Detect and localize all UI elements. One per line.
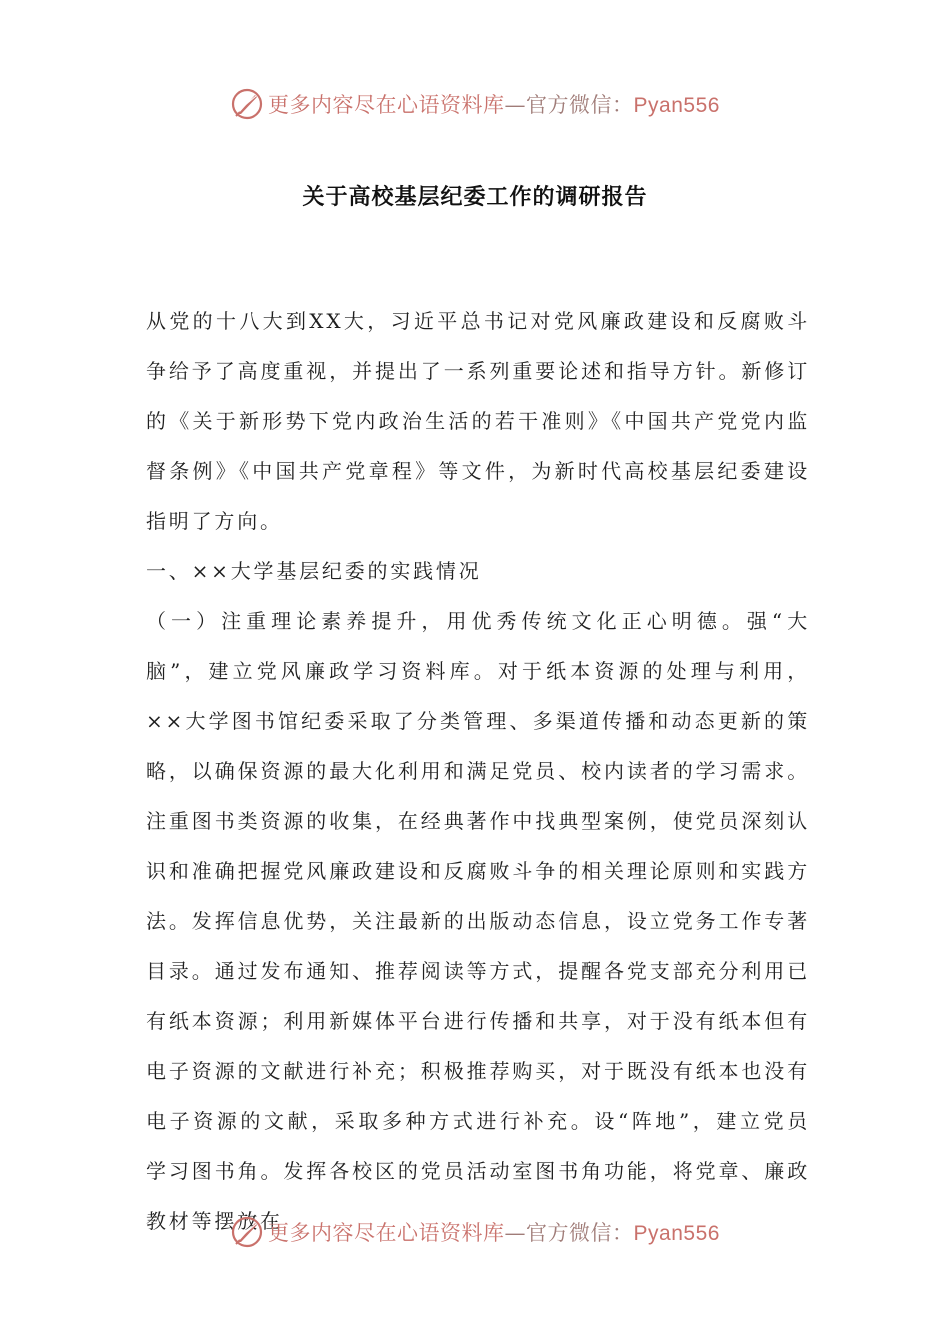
paragraph-practice: （一）注重理论素养提升，用优秀传统文化正心明德。强“大脑”，建立党风廉政学习资料库。对于纸本资源的处理与利用，××大学图书馆纪委采取了分类管理、多渠道传播和动态更新的策略，以确保资源的最大化利用和满足党员、校内读者的学习需求。注重图书类资源的收集，在经典著作中找典型案例，使党员深刻认识和准确把握党风廉政建设和反腐败斗争的相关理论原则和实践方法。发挥信息优势，关注最新的出版动态信息，设立党务工作专著目录。通过发布通知、推荐阅读等方式，提醒各党支部充分利用已有纸本资源；利用新媒体平台进行传播和共享，对于没有纸本但有电子资源的文献进行补充；积极推荐购买，对于既没有纸本也没有电子资源的文献，采取多种方式进行补充。设“阵地”，建立党员学习图书角。发挥各校区的党员活动室图书角功能，将党章、廉政教材等摆放在 xyxy=(146,609,810,1233)
watermark-id: Pyan556 xyxy=(633,94,720,117)
watermark-banner-top xyxy=(0,86,950,122)
watermark-main: 更多内容尽在心语资料库 xyxy=(268,93,505,117)
document-body xyxy=(146,296,810,1246)
paragraph-intro: 从党的十八大到XX大，习近平总书记对党风廉政建设和反腐败斗争给予了高度重视，并提出了一系列重要论述和指导方针。新修订的《关于新形势下党内政治生活的若干准则》《中国共产党党内监督条例》《中国共产党章程》等文件，为新时代高校基层纪委建设指明了方向。 xyxy=(146,309,810,533)
watermark-text xyxy=(268,89,720,119)
document-title: 关于高校基层纪委工作的调研报告 xyxy=(302,185,648,210)
watermark-dash: — xyxy=(504,93,527,117)
watermark-dash: — xyxy=(504,1221,527,1245)
quill-logo-icon xyxy=(230,87,264,121)
watermark-banner-bottom xyxy=(0,1214,950,1250)
watermark-text xyxy=(268,1217,720,1247)
watermark-sub: 官方微信： xyxy=(526,93,634,117)
quill-logo-icon xyxy=(230,1215,264,1249)
watermark-main: 更多内容尽在心语资料库 xyxy=(268,1221,505,1245)
section-heading: 一、××大学基层纪委的实践情况 xyxy=(146,559,482,583)
watermark-id: Pyan556 xyxy=(633,1222,720,1245)
watermark-sub: 官方微信： xyxy=(526,1221,634,1245)
